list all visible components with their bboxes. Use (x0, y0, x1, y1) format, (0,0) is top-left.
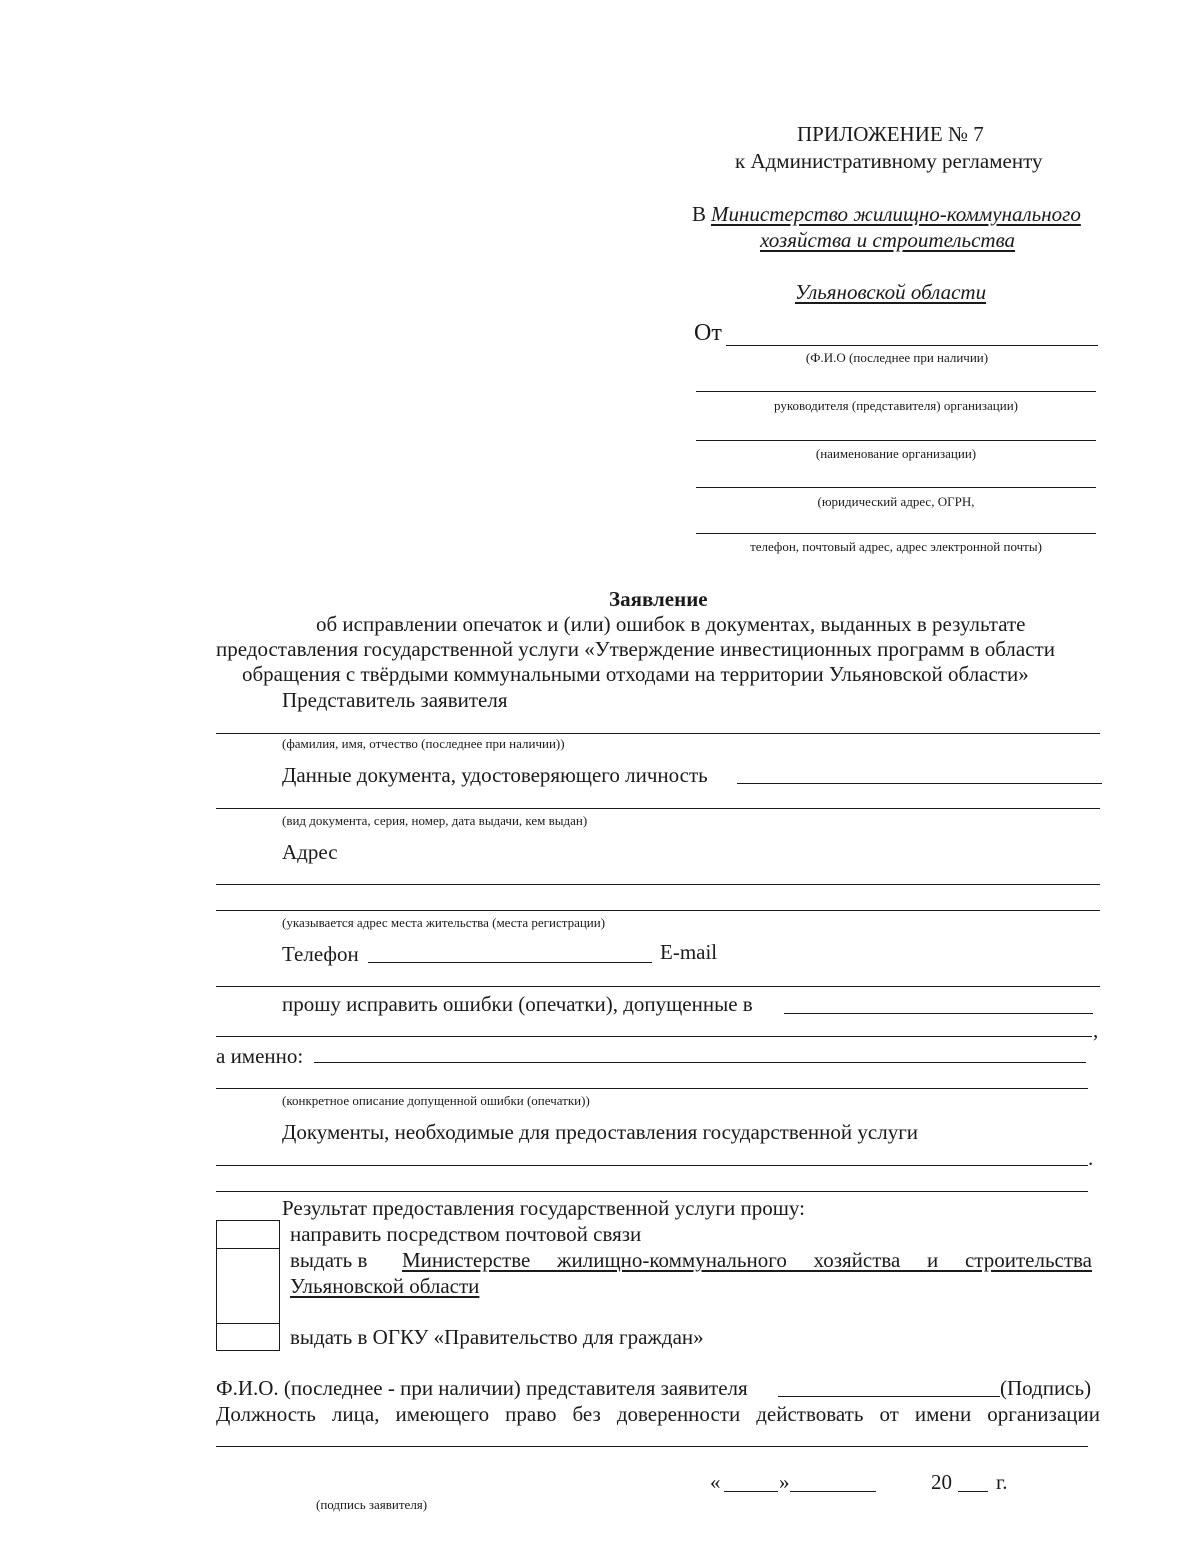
statement-title: Заявление (609, 587, 708, 611)
documents-line-2 (216, 1191, 1088, 1192)
phone-line (368, 962, 652, 963)
appendix-title: ПРИЛОЖЕНИЕ № 7 (797, 122, 984, 146)
date-month-line (790, 1491, 876, 1492)
option-ministry-prefix: выдать в (290, 1248, 368, 1272)
option-post-label: направить посредством почтовой связи (290, 1222, 642, 1246)
from-label: От (694, 320, 722, 346)
checkbox-ministry[interactable] (216, 1247, 280, 1324)
option-ministry-line-2: Ульяновской области (290, 1274, 480, 1298)
recipient-line-1: Министерство жилищно-коммунального (711, 202, 1081, 226)
position-label: Должность лица, имеющего право без доверенности действовать от имени организации (216, 1402, 1100, 1426)
email-label: E-mail (660, 940, 718, 964)
id-document-label: Данные документа, удостоверяющего личность (282, 763, 708, 787)
from-role-line (696, 391, 1096, 392)
from-role-hint: руководителя (представителя) организации) (774, 398, 1018, 413)
request-line-2 (216, 1036, 1092, 1037)
id-document-line-2 (216, 808, 1100, 809)
statement-line-2: предоставления государственной услуги «Утверждение инвестиционных программ в области (216, 637, 1055, 661)
legal-address-hint: (юридический адрес, ОГРН, (817, 494, 975, 509)
date-quote-close: » (779, 1470, 790, 1494)
date-day-line (724, 1491, 778, 1492)
date-year-line (958, 1491, 988, 1492)
checkbox-mfc[interactable] (216, 1323, 280, 1351)
statement-line-3: обращения с твёрдыми коммунальными отходами на территории Ульяновской области» (242, 662, 1029, 686)
request-line-1 (784, 1013, 1093, 1014)
representative-hint: (фамилия, имя, отчество (последнее при наличии)) (282, 736, 565, 751)
namely-hint: (конкретное описание допущенной ошибки (опечатки)) (282, 1093, 590, 1108)
date-quote-open: « (710, 1470, 721, 1494)
namely-line-1 (314, 1062, 1086, 1063)
namely-line-2 (216, 1088, 1088, 1089)
date-year-prefix: 20 (931, 1470, 952, 1494)
address-line-1 (216, 884, 1100, 885)
from-fio-hint: (Ф.И.О (последнее при наличии) (805, 350, 989, 365)
position-line (216, 1446, 1088, 1447)
recipient-line-2: хозяйства и строительства (760, 228, 1016, 252)
contacts-line (696, 533, 1096, 534)
id-document-hint: (вид документа, серия, номер, дата выдачи, кем выдан) (282, 813, 588, 828)
representative-label: Представитель заявителя (282, 688, 508, 712)
address-label: Адрес (282, 840, 338, 864)
documents-label: Документы, необходимые для предоставления государственной услуги (282, 1120, 919, 1144)
signature-sign-label: (Подпись) (1000, 1376, 1092, 1400)
request-comma: , (1093, 1018, 1099, 1042)
org-name-hint: (наименование организации) (815, 446, 977, 461)
address-hint: (указывается адрес места жительства (места регистрации) (282, 915, 606, 930)
contacts-hint: телефон, почтовый адрес, адрес электронной почты) (750, 539, 1042, 554)
email-line (216, 986, 1100, 987)
signature-line (778, 1396, 1000, 1397)
checkbox-post[interactable] (216, 1220, 280, 1249)
statement-line-1: об исправлении опечаток и (или) ошибок в документах, выданных в результате (316, 612, 1026, 636)
address-line-2 (216, 910, 1100, 911)
option-ministry-line-1: Министерстве жилищно-коммунального хозяйства и строительства (402, 1248, 1092, 1272)
namely-label: а именно: (216, 1044, 304, 1068)
phone-label: Телефон (282, 942, 359, 966)
recipient-line-3: Ульяновской области (795, 280, 987, 304)
regulation-reference: к Административному регламенту (735, 149, 1043, 173)
applicant-sign-hint: (подпись заявителя) (316, 1497, 428, 1512)
request-label: прошу исправить ошибки (опечатки), допущенные в (282, 992, 753, 1016)
recipient-prefix: В (692, 202, 707, 226)
date-year-suffix: г. (996, 1470, 1008, 1494)
result-label: Результат предоставления государственной услуги прошу: (282, 1196, 805, 1220)
org-name-line (696, 440, 1096, 441)
option-mfc-label: выдать в ОГКУ «Правительство для граждан» (290, 1325, 704, 1349)
documents-period: . (1088, 1146, 1094, 1170)
documents-line-1 (216, 1165, 1088, 1166)
representative-line (216, 733, 1100, 734)
legal-address-line (696, 487, 1096, 488)
signature-fio-label: Ф.И.О. (последнее - при наличии) представителя заявителя (216, 1376, 748, 1400)
from-fio-line (726, 345, 1098, 346)
id-document-line-1 (737, 783, 1102, 784)
